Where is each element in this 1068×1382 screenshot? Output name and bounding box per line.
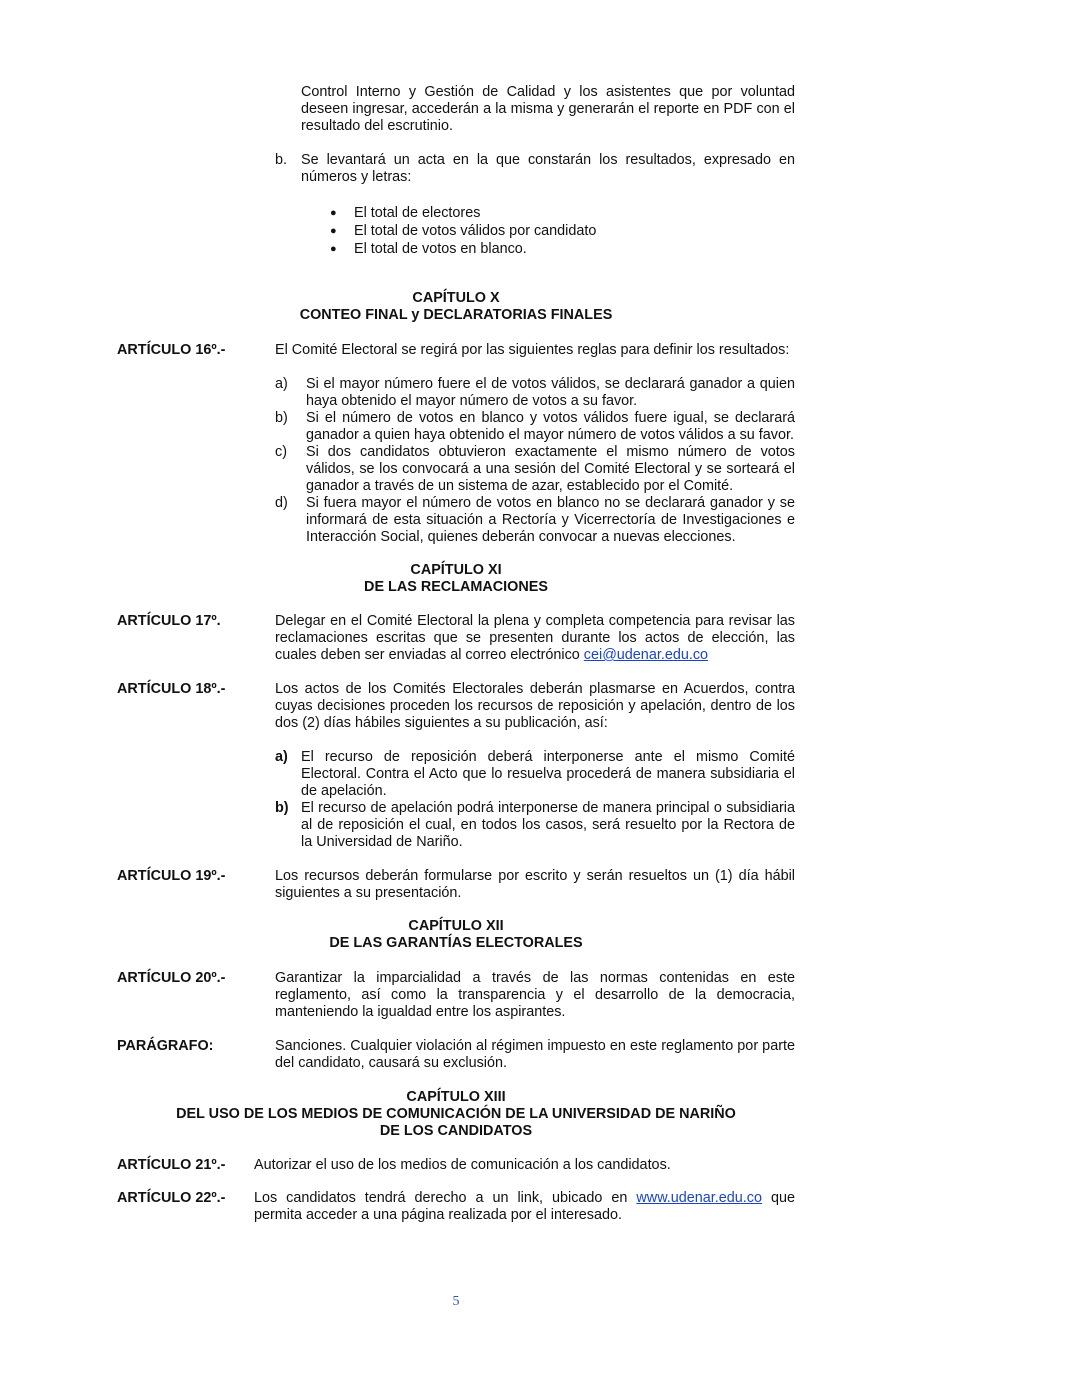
chapter-subtitle: DE LAS GARANTÍAS ELECTORALES — [329, 935, 583, 951]
list-marker: a) — [275, 749, 288, 765]
list-item-text: El recurso de reposición deberá interponerse ante el mismo Comité Electoral. Contra el Acto que lo resuelva procederá de manera subsidiaria el de apelación. — [301, 749, 795, 799]
article-label: ARTÍCULO 17º. — [117, 613, 221, 629]
list-item-text: El recurso de apelación podrá interponerse de manera principal o subsidiaria al de reposición el cual, en todos los casos, será resuelto por la Rectora de la Universidad de Nariño. — [301, 800, 795, 850]
article-label: ARTÍCULO 19º.- — [117, 868, 226, 884]
chapter-title: CAPÍTULO XI — [410, 562, 502, 578]
website-link[interactable]: www.udenar.edu.co — [636, 1190, 763, 1206]
article-text: Delegar en el Comité Electoral la plena y completa competencia para revisar las reclamaciones escritas que se presenten durante los actos de elección, las cuales deben ser enviadas al correo electrónico cei@udenar.edu.co — [275, 613, 795, 663]
email-link[interactable]: cei@udenar.edu.co — [583, 647, 709, 663]
bullet-icon: ● — [330, 243, 337, 255]
list-marker: a) — [275, 376, 288, 392]
article-label: ARTÍCULO 20º.- — [117, 970, 226, 986]
article-text: Los recursos deberán formularse por escrito y serán resueltos un (1) día hábil siguientes a su presentación. — [275, 868, 795, 901]
intro-b-text: Se levantará un acta en la que constarán los resultados, expresado en números y letras: — [301, 152, 795, 185]
bullet-text: El total de votos en blanco. — [354, 241, 527, 257]
list-marker-b: b. — [275, 152, 288, 168]
list-item-text: Si el número de votos en blanco y votos válidos fuere igual, se declarará ganador a quien haya obtenido el mayor número de votos válidos a su favor. — [306, 410, 795, 443]
paragraph-label: PARÁGRAFO: — [117, 1038, 214, 1054]
page-number: 5 — [452, 1294, 460, 1309]
bullet-icon: ● — [330, 207, 337, 219]
chapter-title: CAPÍTULO XII — [408, 918, 504, 934]
chapter-subtitle: DE LOS CANDIDATOS — [379, 1123, 533, 1139]
chapter-title: CAPÍTULO X — [412, 290, 500, 306]
bullet-item — [330, 240, 527, 258]
bullet-text: El total de votos válidos por candidato — [354, 223, 597, 239]
article-text: Los actos de los Comités Electorales deberán plasmarse en Acuerdos, contra cuyas decisiones proceden los recursos de reposición y apelación, dentro de los dos (2) días hábiles siguientes a su publicación, así: — [275, 681, 795, 731]
list-marker: c) — [275, 444, 287, 460]
article-text: Autorizar el uso de los medios de comunicación a los candidatos. — [254, 1157, 671, 1173]
article-text: El Comité Electoral se regirá por las siguientes reglas para definir los resultados: — [275, 342, 790, 358]
bullet-item — [330, 222, 597, 240]
list-marker: d) — [275, 495, 288, 511]
paragraph-text: Sanciones. Cualquier violación al régimen impuesto en este reglamento por parte del candidato, causará su exclusión. — [275, 1038, 795, 1071]
article-label: ARTÍCULO 18º.- — [117, 681, 226, 697]
bullet-item — [330, 204, 481, 222]
bullet-icon: ● — [330, 225, 337, 237]
list-marker: b) — [275, 410, 288, 426]
list-marker: b) — [275, 800, 289, 816]
list-item-text: Si dos candidatos obtuvieron exactamente el mismo número de votos válidos, se los convocará a una sesión del Comité Electoral y se sorteará el ganador a través de un sistema de azar, establecido por el Comité. — [306, 444, 795, 494]
chapter-subtitle: CONTEO FINAL y DECLARATORIAS FINALES — [299, 307, 613, 323]
list-item-text: Si el mayor número fuere el de votos válidos, se declarará ganador a quien haya obtenido el mayor número de votos a su favor. — [306, 376, 795, 409]
intro-paragraph: Control Interno y Gestión de Calidad y los asistentes que por voluntad deseen ingresar, accederán a la misma y generarán el reporte en PDF con el resultado del escrutinio. — [301, 84, 795, 134]
list-item-text: Si fuera mayor el número de votos en blanco no se declarará ganador y se informará de esta situación a Rectoría y Vicerrectoría de Investigaciones e Interacción Social, quienes deberán convocar a nuevas elecciones. — [306, 495, 795, 545]
bullet-text: El total de electores — [354, 205, 481, 221]
article-label: ARTÍCULO 16º.- — [117, 342, 226, 358]
article-label: ARTÍCULO 22º.- — [117, 1190, 226, 1206]
chapter-title: CAPÍTULO XIII — [406, 1089, 506, 1105]
article-text: Los candidatos tendrá derecho a un link, ubicado en www.udenar.edu.co que permita acceder a una página realizada por el interesado. — [254, 1190, 796, 1223]
chapter-subtitle: DEL USO DE LOS MEDIOS DE COMUNICACIÓN DE LA UNIVERSIDAD DE NARIÑO — [176, 1106, 736, 1122]
article-label: ARTÍCULO 21º.- — [117, 1157, 226, 1173]
article-text: Garantizar la imparcialidad a través de las normas contenidas en este reglamento, así como la transparencia y el desarrollo de la democracia, manteniendo la igualdad entre los aspirantes. — [275, 970, 795, 1020]
chapter-subtitle: DE LAS RECLAMACIONES — [364, 579, 548, 595]
